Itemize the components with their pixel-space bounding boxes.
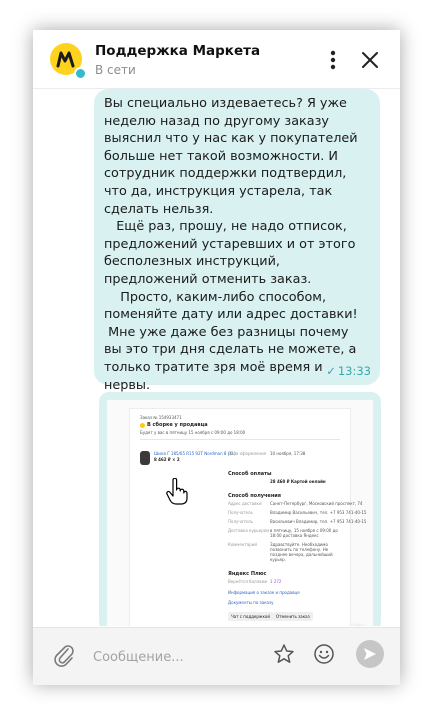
close-button[interactable] [358, 48, 382, 72]
preview-delivery-note: Будет у вас в пятницу 15 ноября с 09:00 до 18:00 [140, 430, 246, 435]
composer [33, 627, 400, 685]
message-list[interactable] [33, 89, 400, 626]
preview-courier-value: в пятницу, 15 ноября с 09:00 до 18:00 доставка Яндекс [270, 528, 338, 538]
preview-bonus-value: 1 272 [270, 579, 282, 584]
chat-title: Поддержка Маркета [95, 43, 261, 59]
more-vertical-icon [325, 48, 341, 72]
chat-header [33, 30, 400, 89]
hand-pointer-cursor-icon [166, 478, 188, 510]
market-logo-icon [56, 49, 76, 69]
preview-date-label: Дата оформления [228, 451, 267, 456]
preview-address-value: Санкт-Петербург, Московский проспект, 74 [270, 501, 363, 506]
image-message[interactable] [99, 392, 381, 626]
preview-bonus-heading: Яндекс Плюс [228, 571, 267, 577]
preview-product: Шина Г 185/65 R15 92T Nordman 8 (XL) [154, 451, 236, 456]
paperclip-icon [53, 643, 75, 667]
chat-window [33, 30, 400, 684]
preview-comment-value: Здравствуйте. Необходимо позвонить по телефону. Не позднее вечера, дальнейший курьер. [270, 542, 333, 562]
preview-order-status: В сборке у продавца [147, 422, 208, 428]
preview-courier-label: Доставка курьером [228, 528, 270, 533]
preview-support-button: Чат с поддержкой [228, 612, 273, 621]
preview-price: 8 462 ₽ × 2 [154, 457, 180, 462]
preview-address-label: Адрес доставки [228, 501, 262, 506]
order-page-preview [129, 408, 367, 626]
preview-payment-value: 28 460 ₽ Картой онлайн [270, 479, 326, 484]
preview-recipient-value: Владимир Васильевич, тел. +7 953 741-40-15 [270, 510, 367, 515]
preview-cancel-button: Отменить заказ [273, 612, 313, 621]
tire-thumbnail [140, 451, 150, 465]
emoji-button[interactable] [313, 643, 335, 669]
divider [140, 439, 340, 440]
attached-screenshot[interactable] [107, 400, 373, 626]
preview-docs-link: Документы по заказу [228, 600, 274, 605]
send-button[interactable] [356, 640, 384, 668]
preview-comment-label: Комментарий [228, 542, 257, 547]
preview-phone-label: Получатель [228, 519, 253, 524]
preview-receipt-heading: Способ получения [228, 493, 281, 499]
read-check-icon: ✓ [326, 364, 336, 378]
chat-status: В сети [95, 63, 136, 77]
preview-bonus-label: Вернётся баллами [228, 579, 268, 584]
more-options-button[interactable] [325, 48, 341, 72]
message-text: Вы специально издеваетесь? Я уже неделю назад по другому заказу выяснил что у нас как у покупателей больше нет такой возможности. И сотрудник поддержки подтвердил, что да, инструкция устарела, так сделать нельзя. Ещё раз, прошу, не надо отписок, предложений устаревших и от этого бесполезных инструкций, предложений отменить заказ. Просто, каким-либо способом, поменяйте дату или адрес доставки! Мне уже даже без разницы почему вы это три дня сделать не можете, а только тратите зря моё время и нервы. [104, 96, 358, 393]
favorite-button[interactable] [273, 643, 295, 669]
message-time: 13:33 [337, 364, 371, 378]
message-meta [326, 364, 371, 378]
online-indicator [74, 67, 87, 80]
preview-info-link: Информация о заказе и продавце [228, 590, 300, 595]
send-arrow-icon [363, 647, 377, 661]
star-icon [273, 643, 295, 665]
preview-phone-value: Васильевич Владимир, тел. +7 953 741-40-15 [270, 519, 367, 524]
status-dot-icon [140, 423, 145, 428]
preview-date-value: 10 ноября, 17:38 [270, 451, 306, 456]
attach-button[interactable] [53, 643, 75, 671]
preview-recipient-label: Получатель [228, 510, 253, 515]
close-icon [358, 48, 382, 72]
smile-icon [313, 643, 335, 665]
message-input[interactable] [91, 645, 275, 669]
outgoing-message [94, 89, 380, 393]
preview-order-number: Заказ № 154933471 [140, 415, 182, 420]
preview-payment-heading: Способ оплаты [228, 471, 272, 477]
